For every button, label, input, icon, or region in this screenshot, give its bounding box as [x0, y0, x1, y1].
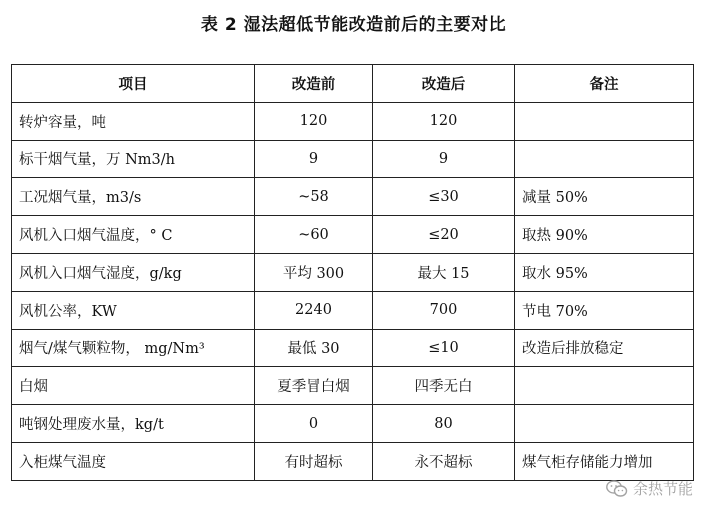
cell-item: 标干烟气量，万 Nm3/h [12, 140, 255, 178]
cell-after: 最大 15 [373, 253, 515, 291]
cell-before: 9 [255, 140, 373, 178]
cell-before: 2240 [255, 291, 373, 329]
cell-before: 有时超标 [255, 442, 373, 480]
cell-item: 白烟 [12, 367, 255, 405]
table-row [12, 178, 694, 216]
cell-before: ~58 [255, 178, 373, 216]
cell-note: 取水 95% [515, 253, 694, 291]
cell-after: 120 [373, 102, 515, 140]
cell-after: 四季无白 [373, 367, 515, 405]
table-row [12, 102, 694, 140]
cell-item: 工况烟气量，m3/s [12, 178, 255, 216]
table-row [12, 367, 694, 405]
cell-note: 改造后排放稳定 [515, 329, 694, 367]
table-row [12, 216, 694, 254]
cell-item: 吨钢处理废水量，kg/t [12, 405, 255, 443]
cell-note [515, 140, 694, 178]
cell-before: 平均 300 [255, 253, 373, 291]
cell-item: 入柜煤气温度 [12, 442, 255, 480]
header-item: 项目 [12, 65, 255, 103]
watermark [606, 478, 693, 499]
cell-before: 0 [255, 405, 373, 443]
table-header-row [12, 65, 694, 103]
cell-item: 风机公率，KW [12, 291, 255, 329]
table-row [12, 291, 694, 329]
watermark-text: 余热节能 [632, 480, 693, 498]
cell-note: 取热 90% [515, 216, 694, 254]
cell-item: 风机入口烟气湿度，g/kg [12, 253, 255, 291]
cell-note [515, 367, 694, 405]
cell-note: 煤气柜存储能力增加 [515, 442, 694, 480]
cell-note [515, 102, 694, 140]
cell-before: 最低 30 [255, 329, 373, 367]
cell-note: 减量 50% [515, 178, 694, 216]
cell-note: 节电 70% [515, 291, 694, 329]
cell-after: ≤20 [373, 216, 515, 254]
header-note: 备注 [515, 65, 694, 103]
header-after: 改造后 [373, 65, 515, 103]
cell-item: 转炉容量，吨 [12, 102, 255, 140]
cell-item: 烟气/煤气颗粒物， mg/Nm³ [12, 329, 255, 367]
cell-after: 永不超标 [373, 442, 515, 480]
table-title: 表 2 湿法超低节能改造前后的主要对比 [200, 15, 507, 35]
wechat-icon [606, 480, 628, 498]
cell-before: ~60 [255, 216, 373, 254]
cell-after: 700 [373, 291, 515, 329]
comparison-table [11, 64, 694, 481]
cell-after: ≤30 [373, 178, 515, 216]
cell-after: 80 [373, 405, 515, 443]
table-row [12, 329, 694, 367]
table-row [12, 442, 694, 480]
header-before: 改造前 [255, 65, 373, 103]
cell-note [515, 405, 694, 443]
table-row [12, 253, 694, 291]
table-row [12, 405, 694, 443]
cell-before: 120 [255, 102, 373, 140]
table-row [12, 140, 694, 178]
cell-before: 夏季冒白烟 [255, 367, 373, 405]
cell-item: 风机入口烟气温度，° C [12, 216, 255, 254]
cell-after: ≤10 [373, 329, 515, 367]
cell-after: 9 [373, 140, 515, 178]
